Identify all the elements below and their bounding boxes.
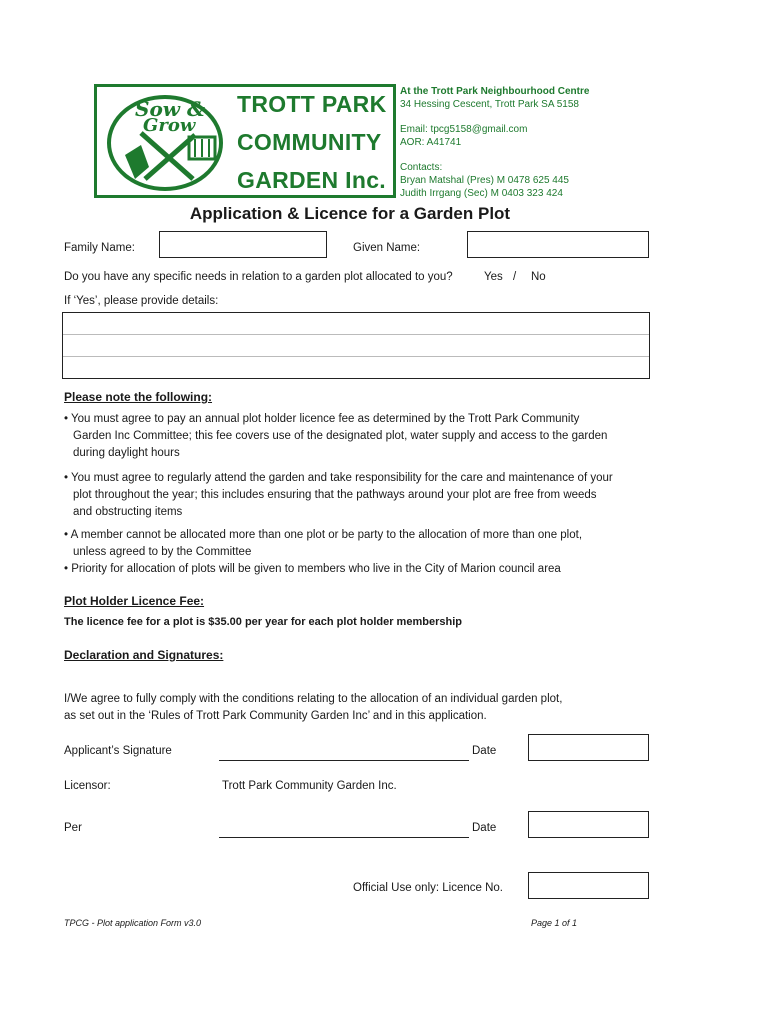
- no-option[interactable]: No: [531, 271, 546, 283]
- needs-question: Do you have any specific needs in relation to a garden plot allocated to you?: [64, 271, 453, 283]
- details-row[interactable]: [63, 335, 649, 357]
- organisation-logo: [94, 84, 396, 198]
- sow-and-grow-badge: [105, 93, 231, 193]
- applicant-date-field[interactable]: [528, 734, 649, 761]
- family-name-label: Family Name:: [64, 242, 135, 254]
- fee-heading: Plot Holder Licence Fee:: [64, 594, 205, 608]
- declaration-text: I/We agree to fully comply with the conditions relating to the allocation of an individual garden plot, as set out in the ‘Rules of Trott Park Community Garden Inc’ and in this application.: [64, 693, 563, 722]
- address-block: [400, 85, 589, 200]
- details-label: If ‘Yes’, please provide details:: [64, 295, 219, 307]
- form-title: Application & Licence for a Garden Plot: [189, 204, 511, 223]
- address-line-2: 34 Hessing Cescent, Trott Park SA 5158: [400, 99, 579, 110]
- note-bullet-4: • Priority for allocation of plots will be given to members who live in the City of Marion council area: [64, 563, 561, 575]
- licence-number-field[interactable]: [528, 872, 649, 899]
- family-name-field[interactable]: [159, 231, 327, 258]
- per-label: Per: [64, 822, 82, 834]
- per-signature-line[interactable]: [219, 837, 469, 838]
- badge-text-top: Sow &: [135, 97, 206, 121]
- licensor-label: Licensor:: [64, 780, 111, 792]
- applicant-date-label: Date: [472, 745, 497, 757]
- yes-option[interactable]: Yes: [484, 271, 503, 283]
- official-use-label: Official Use only: Licence No.: [353, 882, 503, 894]
- fee-text: The licence fee for a plot is $35.00 per year for each plot holder membership: [64, 616, 462, 628]
- footer-page-number: Page 1 of 1: [531, 918, 578, 928]
- org-name-line-1: TROTT PARK: [237, 91, 387, 117]
- contact-1: Bryan Matshal (Pres) M 0478 625 445: [400, 175, 569, 186]
- details-row[interactable]: [63, 313, 649, 335]
- note-bullet-3: • A member cannot be allocated more than one plot or be party to the allocation of more than one plot, unless agreed to by the Committee: [64, 529, 583, 558]
- details-field[interactable]: [62, 312, 650, 379]
- badge-text-bottom: Grow: [143, 115, 196, 136]
- org-name-line-2: COMMUNITY: [237, 129, 382, 155]
- applicant-signature-line[interactable]: [219, 760, 469, 761]
- note-bullet-1: • You must agree to pay an annual plot holder licence fee as determined by the Trott Park Community Garden Inc Committee; this fee covers use of the designated plot, water supply and access to the garden during daylight hours: [64, 413, 608, 459]
- yes-no-separator: /: [513, 271, 517, 283]
- details-row[interactable]: [63, 357, 649, 379]
- footer-form-version: TPCG - Plot application Form v3.0: [64, 918, 202, 928]
- licensor-value: Trott Park Community Garden Inc.: [222, 780, 397, 792]
- per-date-label: Date: [472, 822, 497, 834]
- contacts-label: Contacts:: [400, 162, 443, 173]
- applicant-signature-label: Applicant’s Signature: [64, 745, 172, 757]
- contact-2: Judith Irrgang (Sec) M 0403 323 424: [400, 188, 563, 199]
- email-text: Email: tpcg5158@gmail.com: [400, 124, 528, 135]
- declaration-heading: Declaration and Signatures:: [64, 648, 224, 662]
- notes-heading: Please note the following:: [64, 390, 213, 404]
- per-date-field[interactable]: [528, 811, 649, 838]
- note-bullet-2: • You must agree to regularly attend the garden and take responsibility for the care and maintenance of your plot throughout the year; this includes ensuring that the pathways around your plot are free from weeds and obstructing items: [64, 472, 613, 518]
- aor-text: AOR: A41741: [400, 137, 462, 148]
- address-line-1: At the Trott Park Neighbourhood Centre: [400, 86, 590, 97]
- org-name-line-3: GARDEN Inc.: [237, 167, 386, 193]
- given-name-field[interactable]: [467, 231, 649, 258]
- given-name-label: Given Name:: [353, 242, 421, 254]
